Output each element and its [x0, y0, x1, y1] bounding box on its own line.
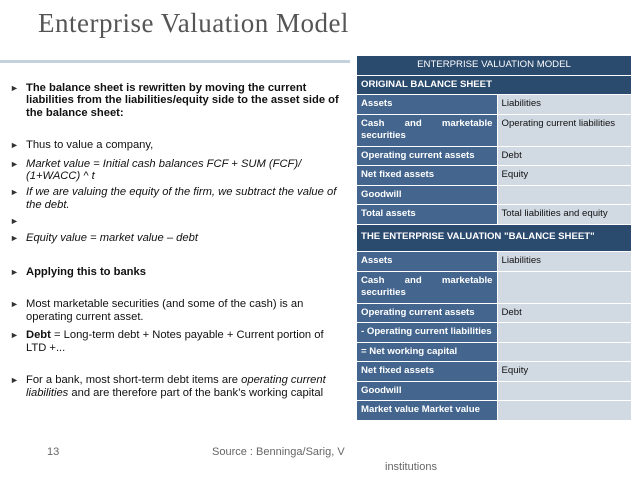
cell-value — [497, 323, 632, 343]
cell-value: Equity — [497, 362, 632, 382]
bullet-arrow-icon: ► — [10, 83, 19, 93]
bullet-text: Market value = Initial cash balances FCF + SUM (FCF)/ (1+WACC) ^ t — [26, 157, 302, 183]
table-row — [357, 185, 632, 205]
valuation-table — [356, 55, 632, 421]
cell-value: Operating current liabilities — [497, 114, 632, 146]
bullet-item — [8, 374, 343, 399]
cell-label: Assets — [357, 252, 498, 272]
bullet-item — [8, 158, 343, 183]
bullet-arrow-icon: ► — [10, 232, 19, 243]
table-header: ENTERPRISE VALUATION MODEL — [357, 56, 632, 76]
bullet-text: The balance sheet is rewritten by moving the current liabilities from the liabilities/equity side to the asset side of the balance sheet: — [26, 82, 339, 119]
bullet-text: Thus to value a company, — [26, 139, 154, 152]
source-text-cont: institutions — [385, 461, 437, 473]
table-row — [357, 303, 632, 323]
table-row — [357, 166, 632, 186]
bullet-text: Most marketable securities (and some of the cash) is an operating current asset. — [26, 298, 304, 323]
bullet-item — [8, 186, 343, 211]
bullet-arrow-icon: ► — [10, 330, 19, 341]
table-row — [357, 362, 632, 382]
table-row — [357, 381, 632, 401]
cell-value: Debt — [497, 303, 632, 323]
bullet-item — [8, 266, 343, 278]
cell-label: Net fixed assets — [357, 362, 498, 382]
bullet-text: If we are valuing the equity of the firm, we subtract the value of the debt. — [26, 186, 337, 211]
table-row — [357, 252, 632, 272]
bullet-item — [8, 329, 343, 354]
table-row — [357, 205, 632, 225]
table-row — [357, 271, 632, 303]
bullet-text: For a bank, most short-term debt items are — [26, 374, 239, 387]
cell-value: Debt — [497, 146, 632, 166]
table-row — [357, 342, 632, 362]
cell-label: = Net working capital — [357, 342, 498, 362]
bullet-text: Equity value = market value – debt — [26, 231, 198, 244]
spacer — [8, 119, 343, 139]
bullet-text: Applying this to banks — [26, 266, 146, 279]
bullet-text: = Long-term debt + Notes payable + Current portion of LTD +... — [26, 329, 324, 354]
cell-value: Total liabilities and equity — [497, 205, 632, 225]
section-enterprise: THE ENTERPRISE VALUATION "BALANCE SHEET" — [357, 224, 632, 252]
table-row — [357, 114, 632, 146]
cell-value: Liabilities — [497, 252, 632, 272]
bullet-arrow-icon: ► — [10, 216, 19, 227]
cell-label: Cash and marketable securities — [357, 271, 498, 303]
bullet-arrow-icon: ► — [10, 187, 19, 198]
cell-value: Equity — [497, 166, 632, 186]
section-original: ORIGINAL BALANCE SHEET — [357, 75, 632, 95]
cell-label: Net fixed assets — [357, 166, 498, 186]
page-number: 13 — [47, 446, 60, 458]
bullet-item — [8, 232, 343, 244]
table-row — [357, 146, 632, 166]
bullet-item — [8, 139, 343, 151]
bullet-arrow-icon: ► — [10, 140, 19, 151]
cell-label: Market value Market value — [357, 401, 498, 421]
table-row — [357, 401, 632, 421]
cell-value — [497, 342, 632, 362]
cell-label: Total assets — [357, 205, 498, 225]
bullet-text-after: and are therefore part of the bank’s working capital — [68, 386, 324, 399]
table-row — [357, 323, 632, 343]
title-underline — [0, 60, 350, 63]
bullet-italic-text: operating current liabilities — [26, 374, 326, 399]
bullet-bold-text: Debt — [26, 329, 51, 342]
cell-value — [497, 381, 632, 401]
cell-label: Operating current assets — [357, 146, 498, 166]
bullet-arrow-icon: ► — [10, 375, 19, 386]
bullet-item — [8, 298, 343, 323]
bullet-arrow-icon: ► — [10, 158, 19, 169]
cell-value — [497, 185, 632, 205]
cell-label: Goodwill — [357, 381, 498, 401]
bullet-list — [8, 82, 343, 399]
table-row — [357, 95, 632, 115]
source-text: Source : Benninga/Sarig, V — [212, 446, 345, 458]
cell-label: Assets — [357, 95, 498, 115]
cell-label: Goodwill — [357, 185, 498, 205]
cell-label: - Operating current liabilities — [357, 323, 498, 343]
bullet-item — [8, 82, 343, 119]
bullet-arrow-icon: ► — [10, 267, 19, 278]
cell-label: Operating current assets — [357, 303, 498, 323]
slide-title: Enterprise Valuation Model — [38, 8, 349, 38]
bullet-arrow-icon: ► — [10, 299, 19, 310]
cell-value — [497, 401, 632, 421]
cell-value: Liabilities — [497, 95, 632, 115]
bullet-item — [8, 215, 343, 227]
cell-label: Cash and marketable securities — [357, 114, 498, 146]
cell-value — [497, 271, 632, 303]
